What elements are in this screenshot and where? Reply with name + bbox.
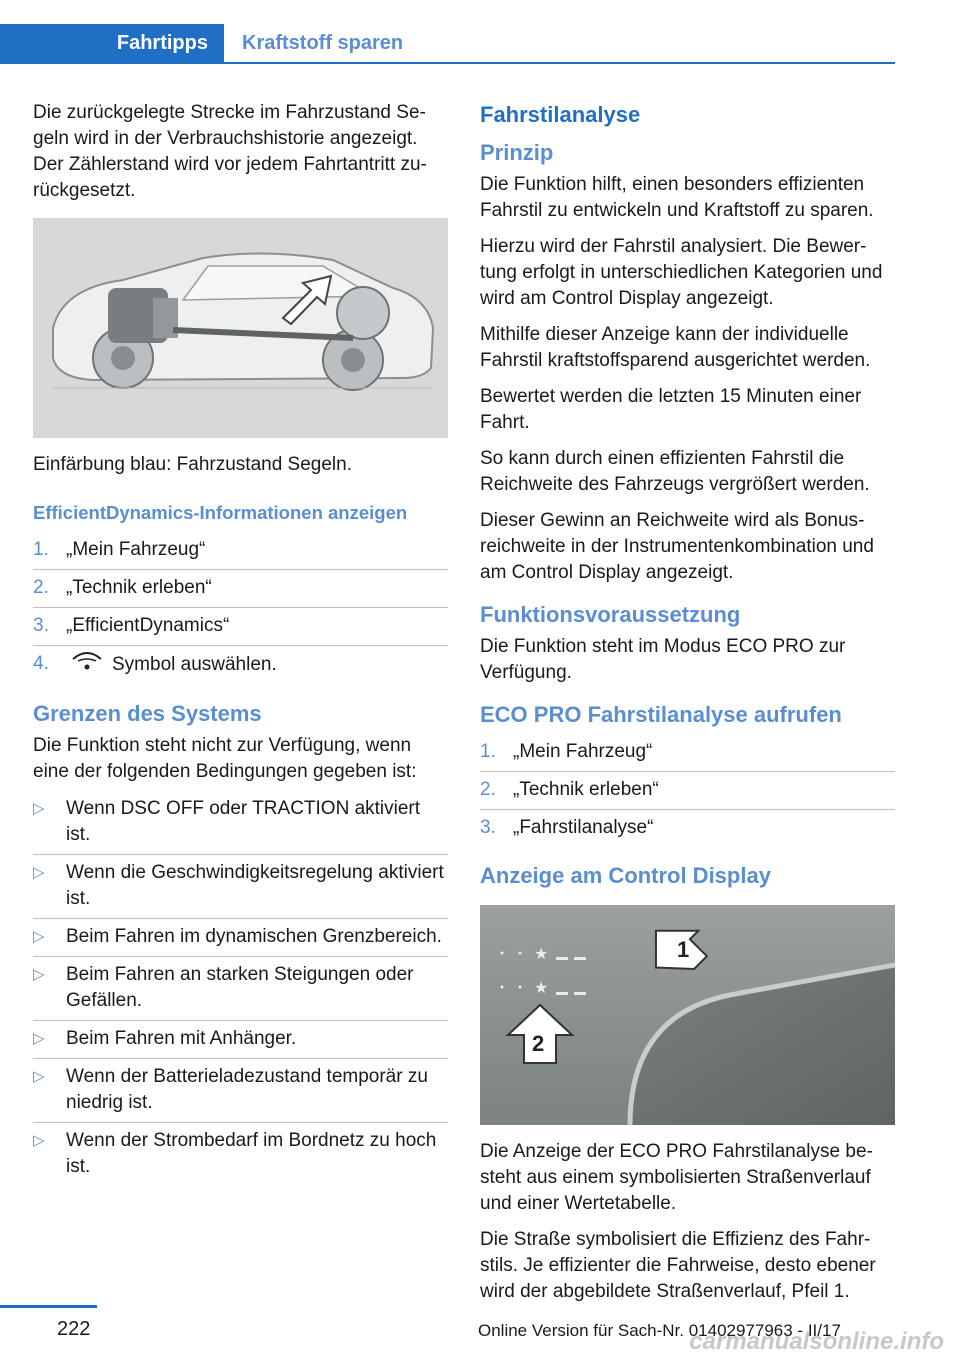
bullet-triangle-icon: ▷ xyxy=(33,1132,45,1149)
control-display-illustration xyxy=(480,905,895,1125)
paragraph: Dieser Gewinn an Reichweite wird als Bonusreichweite in der Instrumentenkombination und am Control Display angezeigt. xyxy=(480,510,874,583)
bullet-triangle-icon: ▷ xyxy=(33,966,45,983)
list-item: 2. „Technik erleben“ xyxy=(33,569,448,607)
right-column xyxy=(480,100,895,1315)
limits-list xyxy=(33,791,448,1186)
display-heading: Anzeige am Control Display xyxy=(480,863,771,888)
paragraph: Die Straße symbolisiert die Effizienz des Fahrstils. Je effizienter die Fahrweise, desto ebener wird der abgebildete Straßenverlauf, Pfeil 1. xyxy=(480,1229,876,1302)
list-item: ▷ Wenn die Geschwindigkeitsregelung aktiviert ist. xyxy=(33,854,448,918)
paragraph: Hierzu wird der Fahrstil analysiert. Die Bewertung erfolgt in unterschiedlichen Kategorien und wird am Control Display angezeigt. xyxy=(480,236,883,309)
section-title: Fahrstilanalyse xyxy=(480,102,641,127)
intro-paragraph: Die zurückgelegte Strecke im Fahrzustand Segeln wird in der Verbrauchshistorie angezeigt. Der Zählerstand wird vor jedem Fahrtantritt zurückgesetzt. xyxy=(33,102,427,201)
bullet-triangle-icon: ▷ xyxy=(33,1068,45,1085)
list-item: ▷ Wenn der Batterieladezustand temporär zu niedrig ist. xyxy=(33,1058,448,1122)
list-item: 4. Symbol auswählen. xyxy=(33,645,448,685)
list-item: ▷ Beim Fahren im dynamischen Grenzbereich. xyxy=(33,918,448,956)
list-item: 3. „Fahrstilanalyse“ xyxy=(480,809,895,847)
efficientdynamics-steps xyxy=(33,532,448,685)
page-number: 222 xyxy=(57,1318,91,1340)
bullet-triangle-icon: ▷ xyxy=(33,1030,45,1047)
svg-text:★: ★ xyxy=(534,946,549,963)
list-item: 3. „EfficientDynamics“ xyxy=(33,607,448,645)
footer-rule xyxy=(0,1305,97,1308)
page-header xyxy=(0,24,895,64)
list-item: ▷ Wenn der Strombedarf im Bordnetz zu hoch ist. xyxy=(33,1122,448,1186)
paragraph: Mithilfe dieser Anzeige kann der individuelle Fahrstil kraftstoffsparend ausgerichtet werden. xyxy=(480,324,871,371)
bullet-triangle-icon: ▷ xyxy=(33,864,45,881)
bullet-triangle-icon: ▷ xyxy=(33,800,45,817)
efficientdynamics-symbol-icon xyxy=(70,651,104,679)
aufrufen-heading: ECO PRO Fahrstilanalyse aufrufen xyxy=(480,702,842,727)
voraussetzung-heading: Funktionsvoraussetzung xyxy=(480,602,741,627)
list-item: ▷ Beim Fahren mit Anhänger. xyxy=(33,1020,448,1058)
online-version-note: Online Version für Sach-Nr. 01402977963 - II/17 xyxy=(478,1321,841,1340)
svg-text:★: ★ xyxy=(534,980,549,997)
efficientdynamics-heading: EfficientDynamics-Informationen anzeigen xyxy=(33,502,408,523)
paragraph: So kann durch einen effizienten Fahrstil die Reichweite des Fahrzeugs vergrößert werden. xyxy=(480,448,870,495)
section-tab-fahrtipps[interactable]: Fahrtipps xyxy=(0,24,224,62)
limits-heading: Grenzen des Systems xyxy=(33,701,262,726)
list-item: 2. „Technik erleben“ xyxy=(480,771,895,809)
watermark: carmanualsonline.info xyxy=(689,1328,944,1355)
arrow-2-label: 2 xyxy=(532,1031,545,1056)
list-item: ▷ Beim Fahren an starken Steigungen oder Gefällen. xyxy=(33,956,448,1020)
paragraph: Bewertet werden die letzten 15 Minuten einer Fahrt. xyxy=(480,386,862,433)
arrow-1-label: 1 xyxy=(677,937,690,962)
prinzip-heading: Prinzip xyxy=(480,140,554,165)
car-illustration xyxy=(33,218,448,438)
section-tab-kraftstoff-sparen[interactable]: Kraftstoff sparen xyxy=(242,31,404,54)
image-caption: Einfärbung blau: Fahrzustand Segeln. xyxy=(33,454,352,475)
bullet-triangle-icon: ▷ xyxy=(33,928,45,945)
paragraph: Die Funktion steht im Modus ECO PRO zur Verfügung. xyxy=(480,636,846,683)
paragraph: Die Anzeige der ECO PRO Fahrstilanalyse besteht aus einem symbolisierten Straßenverlauf und einer Wertetabelle. xyxy=(480,1141,873,1214)
list-item: ▷ Wenn DSC OFF oder TRACTION aktiviert ist. xyxy=(33,798,421,845)
aufrufen-steps xyxy=(480,734,895,847)
paragraph: Die Funktion hilft, einen besonders effizienten Fahrstil zu entwickeln und Kraftstoff zu sparen. xyxy=(480,174,874,221)
left-column xyxy=(33,100,448,1196)
list-item: 1. „Mein Fahrzeug“ xyxy=(480,741,653,762)
limits-intro: Die Funktion steht nicht zur Verfügung, wenn eine der folgenden Bedingungen gegeben ist: xyxy=(33,735,417,782)
list-item: 1. „Mein Fahrzeug“ xyxy=(33,539,206,560)
